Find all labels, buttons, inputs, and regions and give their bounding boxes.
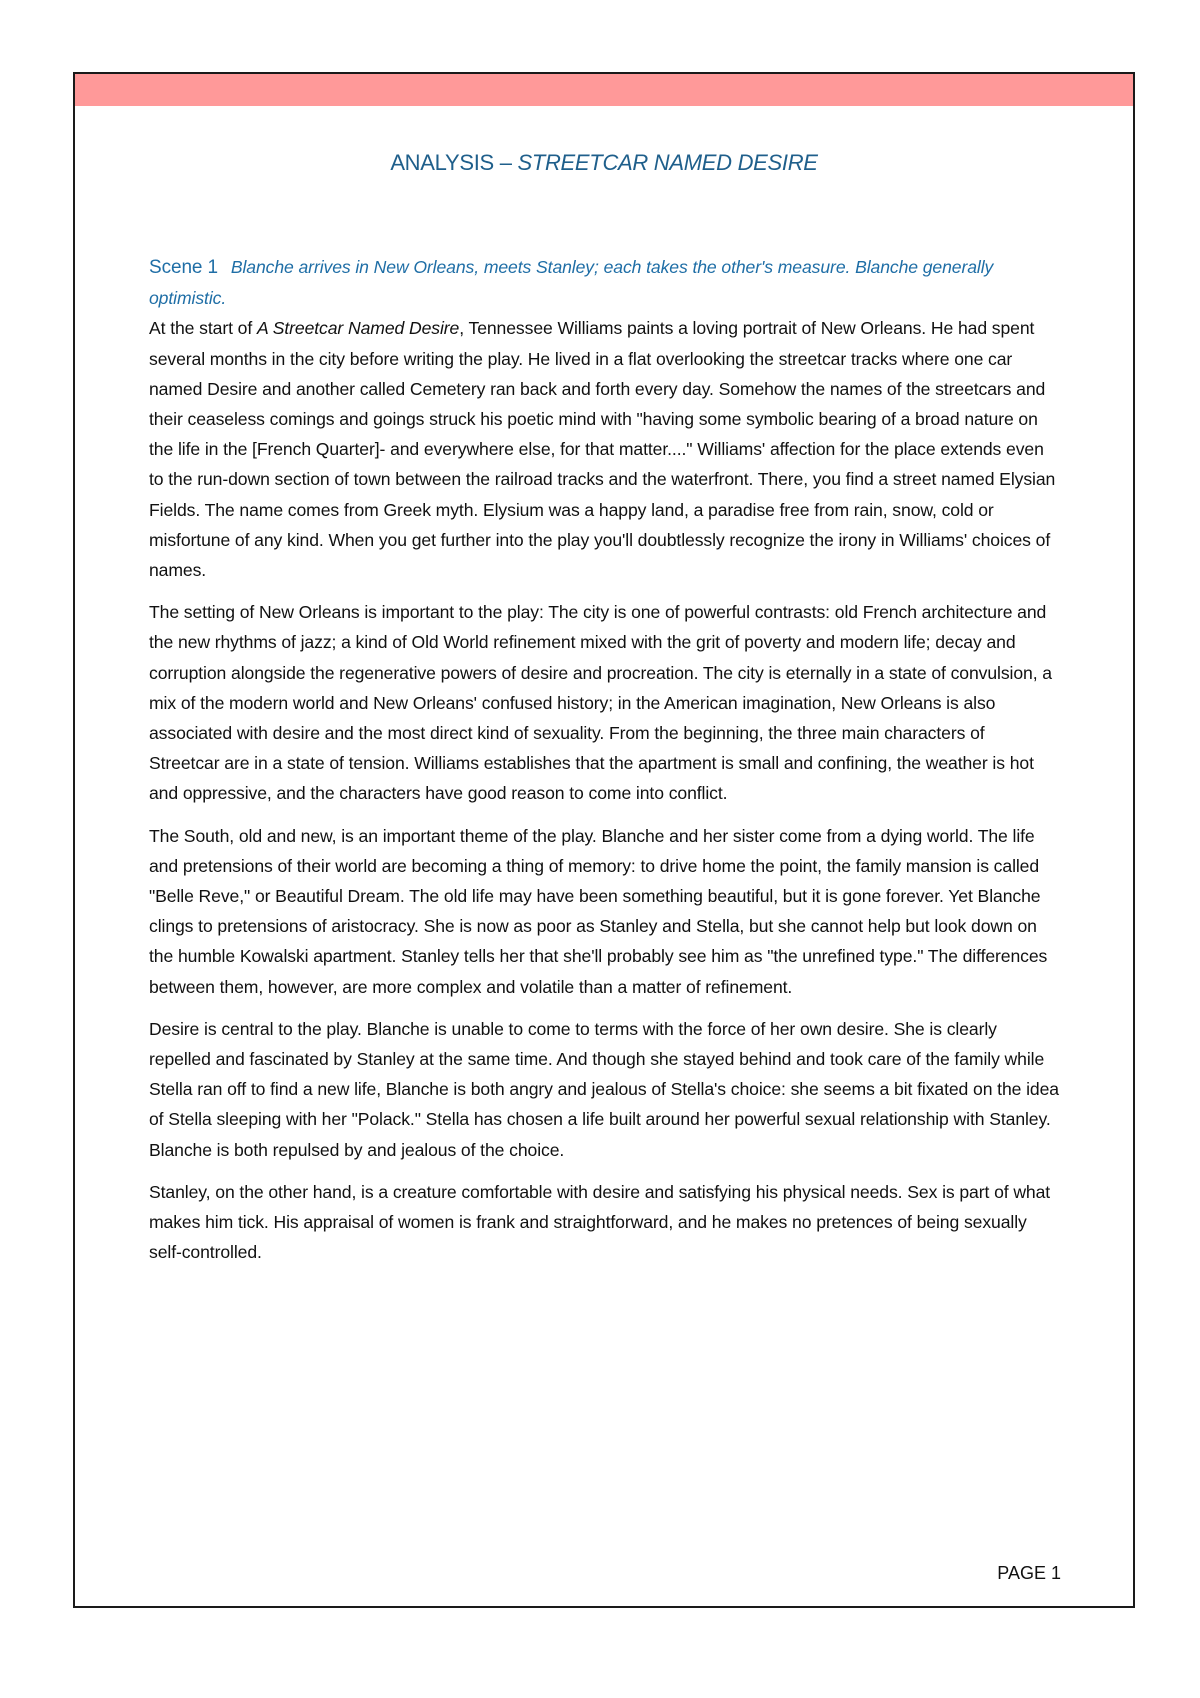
paragraph-4: Desire is central to the play. Blanche is unable to come to terms with the force of her own desire. She is clearly repelled and fascinated by Stanley at the same time. And though she stayed behind and took care of the family while Stella ran off to find a new life, Blanche is both angry and jealous of Stella's choice: she seems a bit fixated on the idea of Stella sleeping with her "Polack." Stella has chosen a life built around her powerful sexual relationship with Stanley. Blanche is both repulsed by and jealous of the choice. <box>149 1018 1059 1160</box>
document-body <box>149 252 1059 1280</box>
paragraph-5: Stanley, on the other hand, is a creature comfortable with desire and satisfying his physical needs. Sex is part of what makes him tick. His appraisal of women is frank and straightforward, and he makes no pretences of being sexually self-controlled. <box>149 1181 1051 1263</box>
title-italic: STREETCAR NAMED DESIRE <box>517 150 818 175</box>
page-frame <box>73 72 1135 1608</box>
scene-summary: Blanche arrives in New Orleans, meets Stanley; each takes the other's measure. Blanche generally optimistic. <box>149 257 994 309</box>
paragraph-1 <box>149 313 1059 585</box>
play-title-italic: A Streetcar Named Desire <box>256 318 460 339</box>
header-band <box>75 74 1133 106</box>
paragraph-2: The setting of New Orleans is important to the play: The city is one of powerful contrasts: old French architecture and the new rhythms of jazz; a kind of Old World refinement mixed with the grit of poverty and modern life; decay and corruption alongside the regenerative powers of desire and procreation. The city is eternally in a state of convulsion, a mix of the modern world and New Orleans' confused history; in the American imagination, New Orleans is also associated with desire and the most direct kind of sexuality. From the beginning, the three main characters of Streetcar are in a state of tension. Williams establishes that the apartment is small and confining, the weather is hot and oppressive, and the characters have good reason to come into conflict. <box>149 602 1052 804</box>
p1-post: , Tennessee Williams paints a loving portrait of New Orleans. He had spent several months in the city before writing the play. He lived in a flat overlooking the streetcar tracks where one car named Desire and another called Cemetery ran back and forth every day. Somehow the names of the streetcars and their ceaseless comings and goings struck his poetic mind with "having some symbolic bearing of a broad nature on the life in the [French Quarter]- and everywhere else, for that matter...." Williams' affection for the place extends even to the run-down section of town between the railroad tracks and the waterfront. There, you find a street named Elysian Fields. The name comes from Greek myth. Elysium was a happy land, a paradise free from rain, snow, cold or misfortune of any kind. When you get further into the play you'll doubtlessly recognize the irony in Williams' choices of names. <box>149 318 1056 581</box>
page-number: PAGE 1 <box>997 1563 1061 1583</box>
paragraph-3: The South, old and new, is an important theme of the play. Blanche and her sister come from a dying world. The life and pretensions of their world are becoming a thing of memory: to drive home the point, the family mansion is called "Belle Reve," or Beautiful Dream. The old life may have been something beautiful, but it is gone forever. Yet Blanche clings to pretensions of aristocracy. She is now as poor as Stanley and Stella, but she cannot help but look down on the humble Kowalski apartment. Stanley tells her that she'll probably see him as "the unrefined type." The differences between them, however, are more complex and volatile than a matter of refinement. <box>149 825 1048 997</box>
document-title <box>75 150 1133 176</box>
scene-heading <box>149 252 1059 313</box>
title-prefix: ANALYSIS – <box>390 150 518 175</box>
scene-label: Scene 1 <box>149 257 219 278</box>
p1-pre: At the start of <box>149 318 257 339</box>
